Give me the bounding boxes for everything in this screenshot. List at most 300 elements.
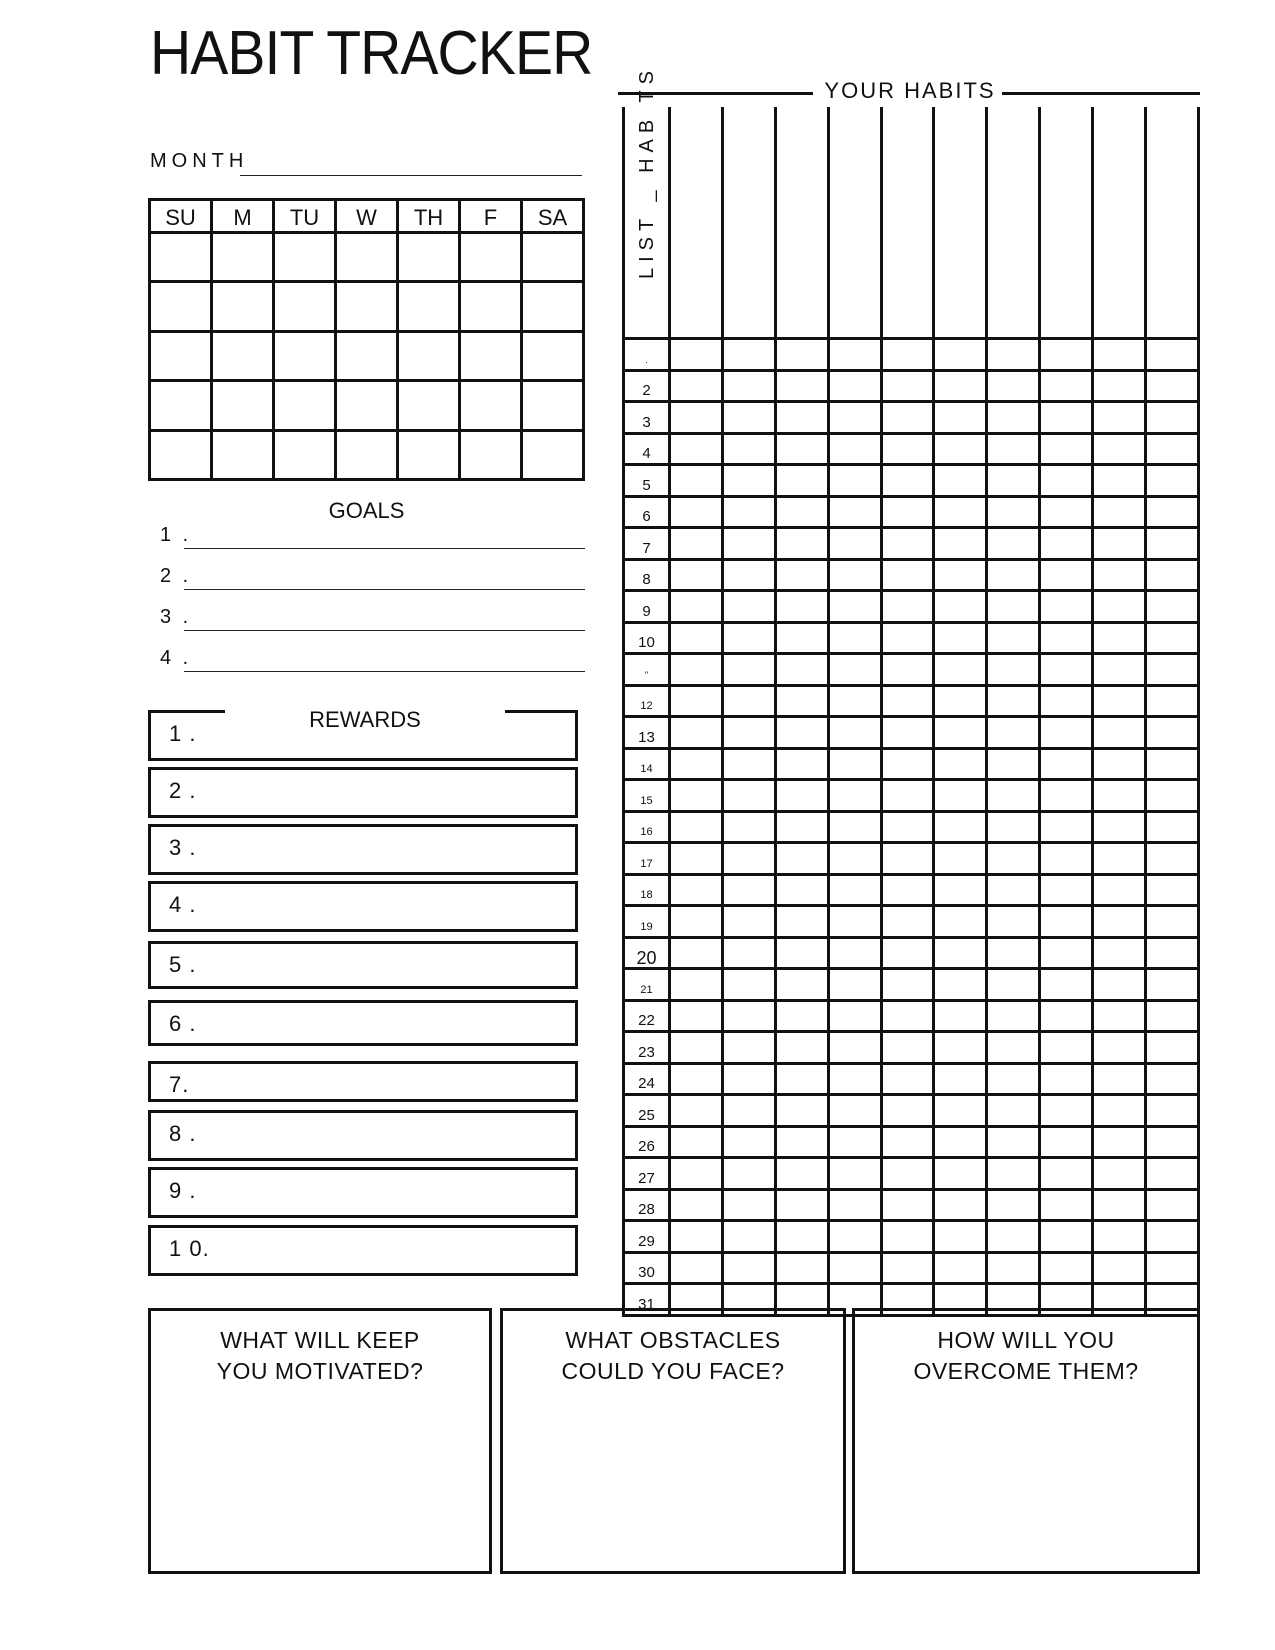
- habit-check-cell[interactable]: [722, 843, 775, 875]
- reward-field[interactable]: [148, 941, 578, 989]
- habit-check-cell[interactable]: [881, 748, 934, 780]
- habit-check-cell[interactable]: [828, 370, 881, 402]
- habit-check-cell[interactable]: [1093, 1189, 1146, 1221]
- habit-check-cell[interactable]: [670, 402, 723, 434]
- calendar-date-cell[interactable]: [274, 381, 336, 430]
- habit-check-cell[interactable]: [934, 528, 987, 560]
- habit-check-cell[interactable]: [881, 1189, 934, 1221]
- habit-check-cell[interactable]: [670, 1000, 723, 1032]
- habit-check-cell[interactable]: [881, 1000, 934, 1032]
- habit-check-cell[interactable]: [828, 906, 881, 938]
- habit-check-cell[interactable]: [670, 339, 723, 371]
- habit-check-cell[interactable]: [881, 1063, 934, 1095]
- habit-check-cell[interactable]: [670, 717, 723, 749]
- habit-check-cell[interactable]: [722, 496, 775, 528]
- habit-check-cell[interactable]: [828, 780, 881, 812]
- habit-check-cell[interactable]: [722, 402, 775, 434]
- habit-check-cell[interactable]: [1093, 874, 1146, 906]
- habit-check-cell[interactable]: [1146, 780, 1199, 812]
- habit-check-cell[interactable]: [881, 402, 934, 434]
- habit-name-cell[interactable]: [987, 107, 1040, 339]
- habit-check-cell[interactable]: [1040, 1158, 1093, 1190]
- goal-item[interactable]: [160, 565, 585, 591]
- habit-check-cell[interactable]: [828, 811, 881, 843]
- habit-check-cell[interactable]: [987, 937, 1040, 969]
- habit-check-cell[interactable]: [1146, 654, 1199, 686]
- habit-check-cell[interactable]: [881, 811, 934, 843]
- habit-check-cell[interactable]: [670, 559, 723, 591]
- habit-check-cell[interactable]: [775, 937, 828, 969]
- habit-check-cell[interactable]: [987, 1158, 1040, 1190]
- habit-check-cell[interactable]: [934, 937, 987, 969]
- habit-check-cell[interactable]: [881, 339, 934, 371]
- habit-check-cell[interactable]: [1040, 874, 1093, 906]
- reward-field[interactable]: [148, 1225, 578, 1276]
- habit-check-cell[interactable]: [670, 906, 723, 938]
- goal-item[interactable]: [160, 647, 585, 673]
- habit-check-cell[interactable]: [670, 874, 723, 906]
- reward-field[interactable]: [148, 1000, 578, 1046]
- habit-check-cell[interactable]: [987, 1095, 1040, 1127]
- calendar-date-cell[interactable]: [150, 233, 212, 282]
- habit-check-cell[interactable]: [1040, 1063, 1093, 1095]
- habit-check-cell[interactable]: [722, 622, 775, 654]
- goal-write-line[interactable]: [184, 671, 585, 672]
- calendar-date-cell[interactable]: [460, 233, 522, 282]
- calendar-date-cell[interactable]: [212, 430, 274, 479]
- habit-check-cell[interactable]: [775, 780, 828, 812]
- habit-check-cell[interactable]: [775, 1095, 828, 1127]
- habit-check-cell[interactable]: [934, 1252, 987, 1284]
- habit-check-cell[interactable]: [881, 1158, 934, 1190]
- habit-check-cell[interactable]: [775, 843, 828, 875]
- habit-check-cell[interactable]: [722, 780, 775, 812]
- habit-check-cell[interactable]: [1146, 433, 1199, 465]
- habit-name-cell[interactable]: [1146, 107, 1199, 339]
- habit-check-cell[interactable]: [934, 811, 987, 843]
- habit-check-cell[interactable]: [987, 654, 1040, 686]
- habit-check-cell[interactable]: [670, 654, 723, 686]
- habit-check-cell[interactable]: [670, 1063, 723, 1095]
- habit-check-cell[interactable]: [775, 1000, 828, 1032]
- habit-check-cell[interactable]: [987, 433, 1040, 465]
- habit-check-cell[interactable]: [1040, 339, 1093, 371]
- calendar-date-cell[interactable]: [522, 233, 584, 282]
- habit-check-cell[interactable]: [934, 496, 987, 528]
- habit-check-cell[interactable]: [828, 937, 881, 969]
- habit-check-cell[interactable]: [1040, 811, 1093, 843]
- habit-check-cell[interactable]: [1093, 1032, 1146, 1064]
- habit-check-cell[interactable]: [1093, 811, 1146, 843]
- calendar-date-cell[interactable]: [274, 331, 336, 380]
- habit-check-cell[interactable]: [775, 1252, 828, 1284]
- habit-check-cell[interactable]: [1146, 1095, 1199, 1127]
- habit-check-cell[interactable]: [670, 1126, 723, 1158]
- habit-check-cell[interactable]: [987, 370, 1040, 402]
- habit-check-cell[interactable]: [881, 370, 934, 402]
- habit-check-cell[interactable]: [670, 780, 723, 812]
- habit-check-cell[interactable]: [670, 622, 723, 654]
- habit-check-cell[interactable]: [934, 433, 987, 465]
- habit-check-cell[interactable]: [670, 1095, 723, 1127]
- habit-check-cell[interactable]: [881, 685, 934, 717]
- habit-check-cell[interactable]: [1146, 1032, 1199, 1064]
- habit-check-cell[interactable]: [828, 1158, 881, 1190]
- habit-check-cell[interactable]: [1093, 1158, 1146, 1190]
- habit-check-cell[interactable]: [1146, 843, 1199, 875]
- habit-check-cell[interactable]: [775, 1158, 828, 1190]
- habit-check-cell[interactable]: [828, 1189, 881, 1221]
- habit-check-cell[interactable]: [881, 874, 934, 906]
- calendar-date-cell[interactable]: [212, 233, 274, 282]
- habit-check-cell[interactable]: [987, 496, 1040, 528]
- habit-check-cell[interactable]: [722, 465, 775, 497]
- habit-check-cell[interactable]: [722, 591, 775, 623]
- habit-check-cell[interactable]: [1040, 496, 1093, 528]
- habit-check-cell[interactable]: [1146, 1158, 1199, 1190]
- habit-check-cell[interactable]: [934, 1095, 987, 1127]
- habit-check-cell[interactable]: [934, 685, 987, 717]
- habit-check-cell[interactable]: [722, 1158, 775, 1190]
- habit-check-cell[interactable]: [828, 433, 881, 465]
- calendar-date-cell[interactable]: [398, 430, 460, 479]
- habit-check-cell[interactable]: [775, 685, 828, 717]
- habit-check-cell[interactable]: [1040, 622, 1093, 654]
- habit-check-cell[interactable]: [775, 465, 828, 497]
- habit-check-cell[interactable]: [775, 496, 828, 528]
- habit-check-cell[interactable]: [987, 1189, 1040, 1221]
- habit-check-cell[interactable]: [722, 528, 775, 560]
- habit-check-cell[interactable]: [775, 528, 828, 560]
- habit-check-cell[interactable]: [722, 339, 775, 371]
- calendar-date-cell[interactable]: [336, 381, 398, 430]
- reward-field[interactable]: [148, 824, 578, 875]
- habit-check-cell[interactable]: [987, 1126, 1040, 1158]
- habit-check-cell[interactable]: [775, 1032, 828, 1064]
- reward-field[interactable]: [148, 1110, 578, 1161]
- habit-check-cell[interactable]: [775, 1189, 828, 1221]
- habit-name-cell[interactable]: [722, 107, 775, 339]
- habit-check-cell[interactable]: [1040, 1126, 1093, 1158]
- habit-check-cell[interactable]: [1093, 496, 1146, 528]
- habit-check-cell[interactable]: [828, 622, 881, 654]
- calendar-date-cell[interactable]: [460, 331, 522, 380]
- habit-check-cell[interactable]: [722, 1252, 775, 1284]
- calendar-date-cell[interactable]: [336, 331, 398, 380]
- habit-check-cell[interactable]: [1146, 465, 1199, 497]
- habit-check-cell[interactable]: [722, 1126, 775, 1158]
- habit-check-cell[interactable]: [934, 1158, 987, 1190]
- habit-check-cell[interactable]: [722, 1032, 775, 1064]
- habit-check-cell[interactable]: [1040, 1000, 1093, 1032]
- habit-check-cell[interactable]: [934, 1126, 987, 1158]
- calendar-date-cell[interactable]: [336, 282, 398, 331]
- habit-check-cell[interactable]: [1093, 748, 1146, 780]
- habit-check-cell[interactable]: [987, 780, 1040, 812]
- habit-check-cell[interactable]: [987, 402, 1040, 434]
- habit-check-cell[interactable]: [828, 1063, 881, 1095]
- habit-check-cell[interactable]: [670, 1032, 723, 1064]
- habit-check-cell[interactable]: [1093, 1063, 1146, 1095]
- habit-check-cell[interactable]: [987, 1063, 1040, 1095]
- habit-check-cell[interactable]: [1093, 528, 1146, 560]
- habit-check-cell[interactable]: [828, 559, 881, 591]
- habit-check-cell[interactable]: [670, 433, 723, 465]
- habit-check-cell[interactable]: [670, 591, 723, 623]
- calendar-date-cell[interactable]: [150, 331, 212, 380]
- habit-check-cell[interactable]: [828, 717, 881, 749]
- habit-check-cell[interactable]: [722, 1189, 775, 1221]
- habit-check-cell[interactable]: [828, 528, 881, 560]
- habit-check-cell[interactable]: [828, 1252, 881, 1284]
- habit-check-cell[interactable]: [828, 496, 881, 528]
- calendar-date-cell[interactable]: [398, 282, 460, 331]
- reward-field[interactable]: [148, 1167, 578, 1218]
- habit-check-cell[interactable]: [775, 1221, 828, 1253]
- habit-check-cell[interactable]: [987, 811, 1040, 843]
- habit-check-cell[interactable]: [1146, 339, 1199, 371]
- calendar-date-cell[interactable]: [460, 282, 522, 331]
- calendar-date-cell[interactable]: [212, 381, 274, 430]
- habit-check-cell[interactable]: [722, 370, 775, 402]
- habit-name-cell[interactable]: [828, 107, 881, 339]
- habit-check-cell[interactable]: [828, 654, 881, 686]
- habit-check-cell[interactable]: [934, 1032, 987, 1064]
- habit-check-cell[interactable]: [934, 717, 987, 749]
- habit-check-cell[interactable]: [934, 465, 987, 497]
- habit-check-cell[interactable]: [881, 559, 934, 591]
- habit-check-cell[interactable]: [934, 654, 987, 686]
- habit-check-cell[interactable]: [1093, 969, 1146, 1001]
- habit-check-cell[interactable]: [722, 654, 775, 686]
- habit-check-cell[interactable]: [1040, 559, 1093, 591]
- habit-check-cell[interactable]: [722, 811, 775, 843]
- habit-check-cell[interactable]: [934, 591, 987, 623]
- habit-check-cell[interactable]: [881, 1126, 934, 1158]
- calendar-date-cell[interactable]: [398, 233, 460, 282]
- habit-check-cell[interactable]: [881, 1252, 934, 1284]
- habit-check-cell[interactable]: [1146, 1252, 1199, 1284]
- habit-check-cell[interactable]: [1093, 465, 1146, 497]
- habit-check-cell[interactable]: [775, 433, 828, 465]
- habit-check-cell[interactable]: [987, 748, 1040, 780]
- habit-check-cell[interactable]: [1040, 528, 1093, 560]
- habit-check-cell[interactable]: [987, 685, 1040, 717]
- habit-check-cell[interactable]: [722, 874, 775, 906]
- habit-check-cell[interactable]: [934, 559, 987, 591]
- habit-check-cell[interactable]: [775, 402, 828, 434]
- habit-check-cell[interactable]: [987, 969, 1040, 1001]
- habit-check-cell[interactable]: [987, 843, 1040, 875]
- habit-check-cell[interactable]: [722, 717, 775, 749]
- habit-check-cell[interactable]: [828, 1000, 881, 1032]
- habit-check-cell[interactable]: [881, 717, 934, 749]
- habit-check-cell[interactable]: [1146, 748, 1199, 780]
- habit-check-cell[interactable]: [1146, 1000, 1199, 1032]
- habit-check-cell[interactable]: [670, 370, 723, 402]
- habit-check-cell[interactable]: [670, 1252, 723, 1284]
- goal-item[interactable]: [160, 524, 585, 550]
- habit-check-cell[interactable]: [1040, 780, 1093, 812]
- habit-check-cell[interactable]: [775, 622, 828, 654]
- habit-check-cell[interactable]: [775, 748, 828, 780]
- habit-check-cell[interactable]: [881, 654, 934, 686]
- reward-field[interactable]: [148, 1061, 578, 1102]
- habit-check-cell[interactable]: [881, 433, 934, 465]
- habit-check-cell[interactable]: [987, 528, 1040, 560]
- habit-check-cell[interactable]: [1093, 1095, 1146, 1127]
- habit-check-cell[interactable]: [1146, 937, 1199, 969]
- habit-check-cell[interactable]: [881, 622, 934, 654]
- habit-check-cell[interactable]: [934, 622, 987, 654]
- calendar-date-cell[interactable]: [212, 282, 274, 331]
- habit-check-cell[interactable]: [1146, 717, 1199, 749]
- habit-check-cell[interactable]: [775, 559, 828, 591]
- habit-check-cell[interactable]: [1146, 402, 1199, 434]
- habit-check-cell[interactable]: [934, 874, 987, 906]
- habit-check-cell[interactable]: [1146, 1189, 1199, 1221]
- habit-check-cell[interactable]: [775, 906, 828, 938]
- habit-check-cell[interactable]: [881, 1032, 934, 1064]
- habit-check-cell[interactable]: [934, 1189, 987, 1221]
- habit-check-cell[interactable]: [1146, 1221, 1199, 1253]
- habit-check-cell[interactable]: [775, 591, 828, 623]
- habit-check-cell[interactable]: [987, 906, 1040, 938]
- habit-check-cell[interactable]: [1093, 937, 1146, 969]
- habit-check-cell[interactable]: [670, 811, 723, 843]
- habit-check-cell[interactable]: [987, 1032, 1040, 1064]
- habit-check-cell[interactable]: [934, 1221, 987, 1253]
- habit-check-cell[interactable]: [828, 591, 881, 623]
- habit-check-cell[interactable]: [1093, 1221, 1146, 1253]
- habit-check-cell[interactable]: [1146, 1126, 1199, 1158]
- habit-check-cell[interactable]: [987, 1252, 1040, 1284]
- habit-check-cell[interactable]: [987, 874, 1040, 906]
- habit-check-cell[interactable]: [1146, 496, 1199, 528]
- habit-check-cell[interactable]: [1146, 874, 1199, 906]
- motivation-box[interactable]: [148, 1308, 492, 1574]
- habit-check-cell[interactable]: [670, 685, 723, 717]
- habit-check-cell[interactable]: [670, 748, 723, 780]
- habit-check-cell[interactable]: [1093, 402, 1146, 434]
- reward-field[interactable]: [148, 767, 578, 818]
- calendar-date-cell[interactable]: [522, 331, 584, 380]
- habit-check-cell[interactable]: [1146, 559, 1199, 591]
- habit-check-cell[interactable]: [670, 1189, 723, 1221]
- habit-check-cell[interactable]: [722, 937, 775, 969]
- habit-check-cell[interactable]: [1093, 622, 1146, 654]
- habit-check-cell[interactable]: [775, 339, 828, 371]
- habit-check-cell[interactable]: [828, 1221, 881, 1253]
- habit-check-cell[interactable]: [722, 559, 775, 591]
- habit-check-cell[interactable]: [1093, 717, 1146, 749]
- habit-check-cell[interactable]: [828, 843, 881, 875]
- habit-name-cell[interactable]: [1040, 107, 1093, 339]
- habit-check-cell[interactable]: [722, 1221, 775, 1253]
- habit-check-cell[interactable]: [1093, 1000, 1146, 1032]
- habit-check-cell[interactable]: [722, 748, 775, 780]
- habit-check-cell[interactable]: [881, 906, 934, 938]
- habit-check-cell[interactable]: [934, 843, 987, 875]
- calendar-date-cell[interactable]: [398, 381, 460, 430]
- habit-check-cell[interactable]: [1146, 906, 1199, 938]
- habit-check-cell[interactable]: [1146, 370, 1199, 402]
- goal-item[interactable]: [160, 606, 585, 632]
- habit-check-cell[interactable]: [1146, 591, 1199, 623]
- habit-check-cell[interactable]: [722, 1095, 775, 1127]
- goal-write-line[interactable]: [184, 630, 585, 631]
- habit-check-cell[interactable]: [670, 1221, 723, 1253]
- habit-check-cell[interactable]: [1093, 339, 1146, 371]
- habit-check-cell[interactable]: [1040, 433, 1093, 465]
- habit-name-cell[interactable]: [881, 107, 934, 339]
- habit-check-cell[interactable]: [934, 1063, 987, 1095]
- habit-check-cell[interactable]: [1040, 748, 1093, 780]
- habit-check-cell[interactable]: [987, 717, 1040, 749]
- habit-check-cell[interactable]: [775, 1126, 828, 1158]
- habit-check-cell[interactable]: [828, 1095, 881, 1127]
- habit-check-cell[interactable]: [987, 559, 1040, 591]
- habit-check-cell[interactable]: [1093, 1252, 1146, 1284]
- habit-check-cell[interactable]: [934, 339, 987, 371]
- calendar-date-cell[interactable]: [460, 381, 522, 430]
- habit-check-cell[interactable]: [828, 748, 881, 780]
- habit-check-cell[interactable]: [670, 528, 723, 560]
- habit-check-cell[interactable]: [1040, 937, 1093, 969]
- habit-check-cell[interactable]: [1146, 1063, 1199, 1095]
- habit-check-cell[interactable]: [881, 465, 934, 497]
- calendar-date-cell[interactable]: [398, 331, 460, 380]
- habit-check-cell[interactable]: [934, 748, 987, 780]
- habit-check-cell[interactable]: [828, 339, 881, 371]
- calendar-date-cell[interactable]: [274, 282, 336, 331]
- calendar-date-cell[interactable]: [150, 430, 212, 479]
- habit-check-cell[interactable]: [722, 1000, 775, 1032]
- habit-check-cell[interactable]: [775, 811, 828, 843]
- habit-check-cell[interactable]: [670, 843, 723, 875]
- habit-check-cell[interactable]: [934, 370, 987, 402]
- habit-check-cell[interactable]: [1146, 969, 1199, 1001]
- habit-check-cell[interactable]: [987, 591, 1040, 623]
- habit-check-cell[interactable]: [881, 780, 934, 812]
- habit-check-cell[interactable]: [934, 906, 987, 938]
- habit-check-cell[interactable]: [775, 370, 828, 402]
- habit-check-cell[interactable]: [934, 1000, 987, 1032]
- habit-check-cell[interactable]: [987, 1221, 1040, 1253]
- goal-write-line[interactable]: [184, 548, 585, 549]
- habit-check-cell[interactable]: [1146, 622, 1199, 654]
- habit-check-cell[interactable]: [722, 1063, 775, 1095]
- habit-check-cell[interactable]: [670, 969, 723, 1001]
- obstacles-box[interactable]: [500, 1308, 846, 1574]
- habit-check-cell[interactable]: [1093, 685, 1146, 717]
- habit-check-cell[interactable]: [934, 780, 987, 812]
- habit-check-cell[interactable]: [828, 969, 881, 1001]
- habit-check-cell[interactable]: [1093, 843, 1146, 875]
- calendar-date-cell[interactable]: [522, 282, 584, 331]
- habit-check-cell[interactable]: [670, 496, 723, 528]
- habit-check-cell[interactable]: [1093, 591, 1146, 623]
- habit-check-cell[interactable]: [828, 874, 881, 906]
- habit-check-cell[interactable]: [722, 685, 775, 717]
- habit-name-cell[interactable]: [1093, 107, 1146, 339]
- overcome-box[interactable]: [852, 1308, 1200, 1574]
- habit-check-cell[interactable]: [1040, 402, 1093, 434]
- habit-check-cell[interactable]: [1040, 591, 1093, 623]
- habit-name-cell[interactable]: [775, 107, 828, 339]
- month-field-line[interactable]: [240, 175, 582, 176]
- habit-check-cell[interactable]: [1146, 811, 1199, 843]
